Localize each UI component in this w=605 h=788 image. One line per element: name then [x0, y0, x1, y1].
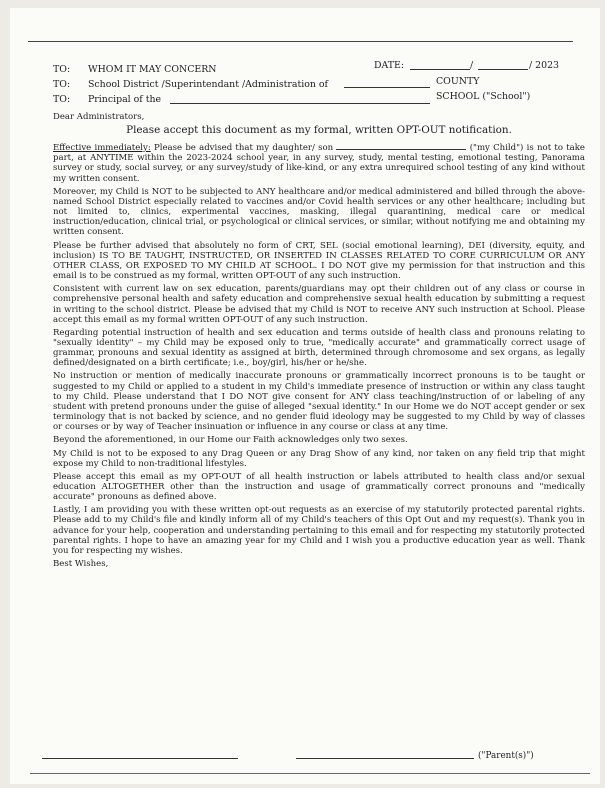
- letter-body: [53, 112, 585, 570]
- paragraph-sex-education: Consistent with current law on sex education, parents/guardians may opt their children out of any class or course in comprehensive personal health and safety education and comprehensive sexual health education by submitting a request in writing to the school district. Please be advised that my Child is NOT to receive ANY such instruction at School. Please accept this email as my formal written OPT-OUT of any such instruction.: [53, 284, 585, 325]
- to-label-2: TO:: [53, 79, 71, 90]
- paragraph-healthcare: Moreover, my Child is NOT to be subjected to ANY healthcare and/or medical administered and billed through the above-named School District especially related to vaccines and/or Covid health services or any other healthcare; including but not limited to, clinics, experimental vaccines, masking, illegal quarantining, medical care or medical instruction/education, clinical trial, or psychological or clinical services, or similar, without notifying me and obtaining my written consent.: [53, 186, 585, 238]
- effective-rest: ("my Child") is not to take part, at ANYTIME within the 2023-2024 school year, in any survey, study, mental testing, emotional testing, Panorama survey or study, social survey, or any survey/study of like-kind, or any extra unrequired school testing of any kind without my written consent.: [53, 143, 585, 184]
- to-label-1: TO:: [53, 64, 71, 75]
- opt-out-notice: Please accept this document as my formal, written OPT-OUT notification.: [126, 124, 512, 137]
- paragraph-effective: [53, 140, 585, 184]
- date-day-blank[interactable]: [478, 60, 528, 70]
- parent-label: ("Parent(s)"): [478, 751, 534, 761]
- paragraph-health-optout: Please accept this email as my OPT-OUT of all health instruction or labels attributed to health class and/or sexual education ALTOGETHER other than the instruction and usage of grammatically correct pronouns and "medically accurate" pronouns as defined above.: [53, 471, 585, 503]
- school-label: SCHOOL ("School"): [436, 91, 531, 102]
- date-year: / 2023: [529, 60, 559, 71]
- district-blank[interactable]: [344, 78, 430, 88]
- paragraph-parental-rights: Lastly, I am providing you with these written opt-out requests as an exercise of my statutorily protected parental rights. Please add to my Child's file and kindly inform all of my Child's teachers of this Opt Out and my request(s). Thank you in advance for your help, cooperation and understanding pertaining to this email and for respecting my statutorily protected parental rights. I hope to have an amazing year for my Child and I wish you a productive education year as well. Thank you for respecting my wishes.: [53, 505, 585, 556]
- bottom-rule: [30, 773, 590, 774]
- top-rule: [28, 41, 573, 42]
- paragraph-pronouns: Regarding potential instruction of health and sex education and terms outside of health class and pronouns relating to "sexually identity" – my Child may be exposed only to true, "medically accurate" and grammatically correct usage of grammar, pronouns and sexual identity as assigned at birth, determined through chromosome and sex organs, as legally defined/designated on a birth certificate; i.e., boy/girl, his/her or he/she.: [53, 327, 585, 369]
- effective-lead: Effective immediately:: [53, 143, 151, 154]
- paragraph-drag: My Child is not to be exposed to any Drag Queen or any Drag Show of any kind, nor taken on any field trip that might expose my Child to non-traditional lifestyles.: [53, 448, 585, 469]
- paragraph-instruction: No instruction or mention of medically inaccurate pronouns or grammatically incorrect pronouns is to be taught or suggested to my Child or applied to a student in my Child's immediate presence of instruction or within any class taught to my Child. Please understand that I DO NOT give consent for ANY class teaching/instruction of or labeling of any student with pretend pronouns under the guise of alleged "sexual identity." In our Home we do NOT accept gender or sex terminology that is not backed by science, and no gender fluid ideology may be suggested to my Child by way of classes or courses or by way of Teacher insinuation or influence in any course or class at any time.: [53, 371, 585, 433]
- salutation: Dear Administrators,: [53, 112, 145, 122]
- paragraph-crt-sel-dei: Please be further advised that absolutely no form of CRT, SEL (social emotional learning), DEI (diversity, equity, and inclusion) IS TO BE TAUGHT, INSTRUCTED, OR INSERTED IN CLASSES RELATED TO CORE CURRICULUM OR ANY OTHER CLASS, OR EXPOSED TO MY CHILD AT SCHOOL. I DO NOT give my permission for that instruction and this email is to be construed as my formal, written OPT-OUT of any such instruction.: [53, 240, 585, 282]
- paragraph-faith: Beyond the aforementioned, in our Home our Faith acknowledges only two sexes.: [53, 435, 408, 446]
- to-whom: WHOM IT MAY CONCERN: [88, 64, 217, 75]
- signature-line-2[interactable]: [296, 758, 474, 759]
- county-label: COUNTY: [436, 76, 480, 87]
- to-label-3: TO:: [53, 94, 71, 105]
- principal-text: Principal of the: [88, 94, 162, 105]
- date-label: DATE:: [374, 60, 405, 71]
- signature-line-1[interactable]: [42, 758, 238, 759]
- district-text: School District /Superintendant /Administration of: [88, 79, 329, 90]
- effective-mid: Please be advised that my daughter/ son: [150, 143, 334, 154]
- child-name-blank[interactable]: [336, 140, 466, 150]
- date-month-blank[interactable]: [410, 60, 470, 70]
- school-name-blank[interactable]: [170, 94, 430, 104]
- closing: Best Wishes,: [53, 559, 109, 570]
- date-sep: /: [470, 60, 474, 71]
